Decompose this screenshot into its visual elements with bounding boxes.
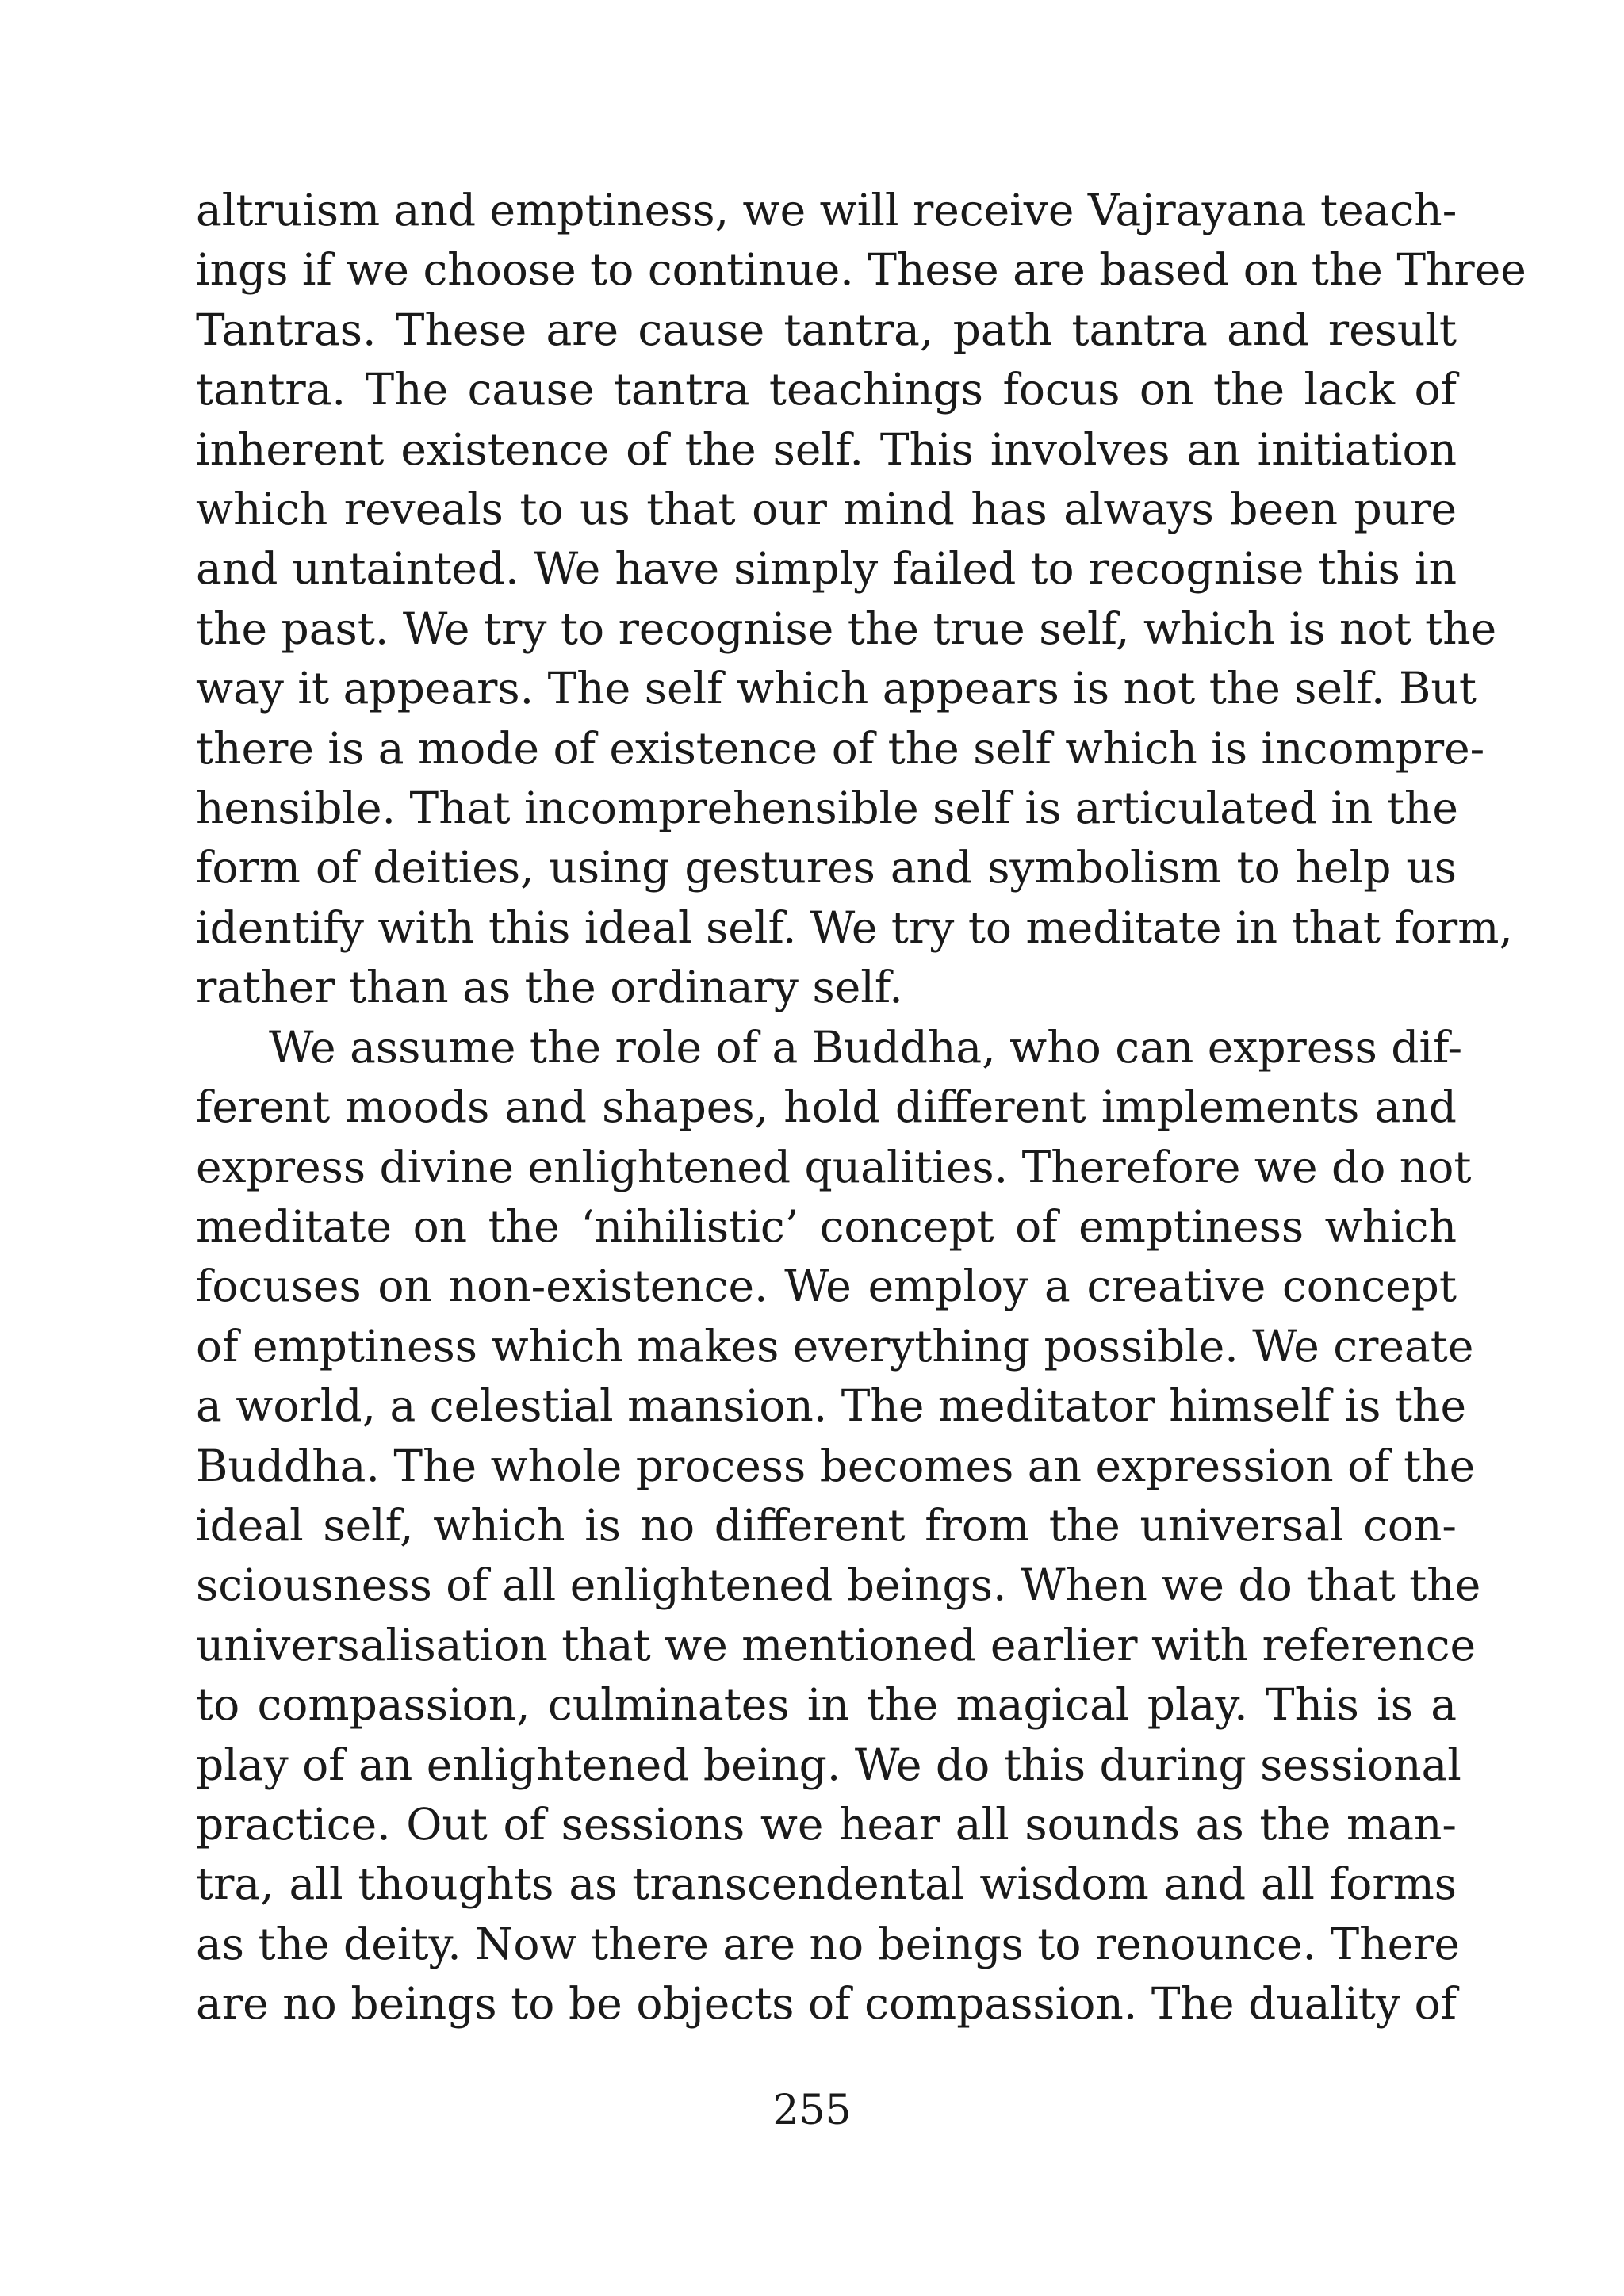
text-line: meditate on the ‘nihilistic’ concept of emptiness which (196, 1200, 1457, 1252)
text-line: as the deity. Now there are no beings to renounce. There (196, 1918, 1460, 1969)
text-line: express divine enlightened qualities. Therefore we do not (196, 1141, 1472, 1192)
paragraph-2 (196, 1018, 1481, 2034)
text-line: universalisation that we mentioned earlier with reference (196, 1619, 1477, 1670)
text-line: hensible. That incomprehensible self is articulated in the (196, 783, 1458, 834)
text-line: focuses on non-existence. We employ a creative concept (196, 1261, 1457, 1312)
text-line: form of deities, using gestures and symbolism to help us (196, 842, 1457, 894)
text-line: of emptiness which makes everything possible. We create (196, 1320, 1474, 1372)
text-line: a world, a celestial mansion. The meditator himself is the (196, 1380, 1467, 1432)
text-line: tra, all thoughts as transcendental wisdom and all forms (196, 1858, 1457, 1910)
text-line: play of an enlightened being. We do this during sessional (196, 1739, 1461, 1790)
text-line: which reveals to us that our mind has always been pure (196, 484, 1457, 535)
body-text (196, 181, 1526, 2034)
text-line: ferent moods and shapes, hold different implements and (196, 1081, 1457, 1133)
text-line: We assume the role of a Buddha, who can express dif- (269, 1021, 1463, 1073)
text-line: altruism and emptiness, we will receive Vajrayana teach- (196, 185, 1457, 235)
page-number: 255 (772, 2087, 852, 2134)
text-line: ings if we choose to continue. These are based on the Three (196, 244, 1526, 296)
text-line: there is a mode of existence of the self which is incompre- (196, 722, 1485, 774)
text-line: rather than as the ordinary self. (196, 962, 903, 1013)
text-line: tantra. The cause tantra teachings focus on the lack of (196, 364, 1457, 415)
text-line: the past. We try to recognise the true self, which is not the (196, 603, 1497, 654)
text-line: way it appears. The self which appears is not the self. But (196, 663, 1477, 714)
text-line: inherent existence of the self. This involves an initiation (196, 423, 1457, 475)
paragraph-1 (196, 181, 1526, 1018)
text-line: sciousness of all enlightened beings. When we do that the (196, 1559, 1481, 1611)
text-line: practice. Out of sessions we hear all sounds as the man- (196, 1798, 1457, 1850)
text-line: to compassion, culminates in the magical play. This is a (196, 1679, 1457, 1731)
text-line: ideal self, which is no different from the universal con- (196, 1499, 1457, 1551)
text-line: Tantras. These are cause tantra, path tantra and result (196, 304, 1457, 355)
text-line: identify with this ideal self. We try to meditate in that form, (196, 901, 1513, 953)
text-line: and untainted. We have simply failed to recognise this in (196, 543, 1457, 595)
text-line: are no beings to be objects of compassion. The duality of (196, 1978, 1457, 2030)
text-line: Buddha. The whole process becomes an expression of the (196, 1440, 1476, 1491)
